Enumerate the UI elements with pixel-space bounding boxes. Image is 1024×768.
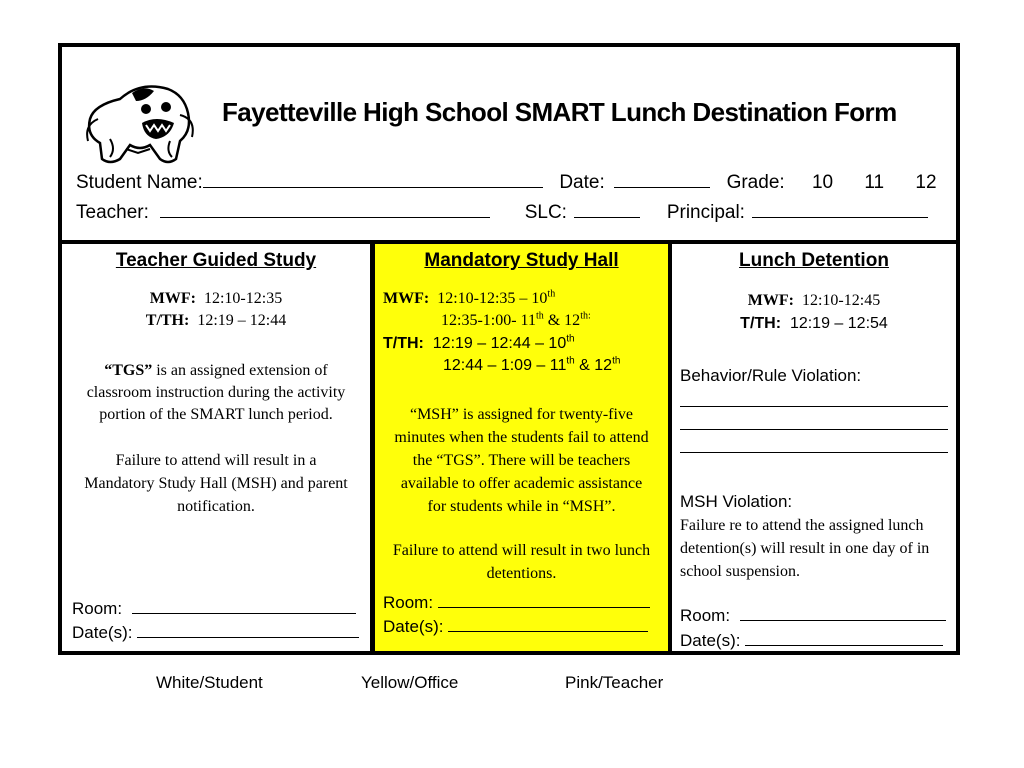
tgs-tth-label: T/TH:: [145, 312, 190, 329]
msh-tth-time2b: & 12: [574, 357, 613, 374]
msh-fail-line1: Failure to attend will result in two lunch: [392, 542, 651, 559]
msh-room-line: [383, 591, 650, 613]
msh-dates-label: Date(s):: [383, 617, 444, 636]
msh-tth-time2a: 12:44 – 1:09 – 11: [443, 357, 567, 374]
principal-label: Principal:: [666, 202, 745, 223]
msh-desc-line3: the “TGS”. There will be teachers: [412, 452, 631, 469]
msh-room-field[interactable]: [438, 591, 650, 608]
tgs-dates-line: [72, 621, 359, 643]
tgs-mwf-label: MWF:: [149, 290, 196, 307]
tgs-fail-line1: Failure to attend will result in a: [115, 452, 317, 469]
msh-tth-time2a-sup: th: [566, 355, 575, 367]
tgs-dates-label: Date(s):: [72, 623, 133, 642]
detention-mwf-label: MWF:: [747, 292, 794, 309]
principal-field[interactable]: [752, 201, 928, 218]
copy-white-student: White/Student: [156, 673, 263, 692]
tgs-desc-line3: portion of the SMART lunch period.: [99, 406, 333, 423]
detention-title: Lunch Detention: [739, 250, 889, 271]
msh-dates-line: [383, 615, 648, 637]
msh-desc-line5: for students while in “MSH”.: [427, 498, 616, 515]
slc-field[interactable]: [574, 201, 640, 218]
teacher-info-line: [76, 201, 928, 224]
tgs-mwf-time: 12:10-12:35: [203, 290, 283, 307]
msh-room-label: Room:: [383, 593, 434, 612]
behavior-violation-label: Behavior/Rule Violation:: [680, 366, 862, 385]
msh-mwf-label: MWF:: [383, 290, 430, 307]
tgs-desc-text: is an assigned extension of: [156, 362, 328, 379]
detention-dates-field[interactable]: [745, 629, 943, 646]
tgs-dates-field[interactable]: [137, 621, 359, 638]
detention-mwf-line: [672, 292, 956, 310]
detention-room-field[interactable]: [740, 604, 946, 621]
detention-column: [672, 244, 956, 651]
detention-mwf-time: 12:10-12:45: [801, 292, 881, 309]
tgs-title: Teacher Guided Study: [115, 250, 317, 271]
msh-mwf-time2a-sup: th: [535, 310, 544, 322]
student-info-line: [76, 171, 937, 194]
msh-tth-time1: 12:19 – 12:44 – 10: [432, 335, 567, 352]
msh-title: Mandatory Study Hall: [424, 250, 619, 271]
msh-dates-field[interactable]: [448, 615, 648, 632]
form-header: [62, 47, 956, 244]
msh-fail-line2: detentions.: [486, 565, 557, 582]
msh-desc-line1: “MSH” is assigned for twenty-five: [409, 406, 634, 423]
tgs-desc-line1: [62, 362, 370, 380]
copy-pink-teacher: Pink/Teacher: [565, 673, 664, 692]
tgs-column: [62, 244, 374, 651]
teacher-label: Teacher:: [76, 202, 149, 223]
grade-option-10[interactable]: 10: [811, 172, 834, 193]
tgs-room-label: Room:: [72, 599, 123, 618]
form-title: Fayetteville High School SMART Lunch Destination Form: [222, 97, 897, 127]
behavior-violation-field-1[interactable]: [680, 389, 948, 407]
msh-tth-label: T/TH:: [383, 335, 424, 352]
tgs-fail-line3: notification.: [177, 498, 255, 515]
detention-room-line: [680, 604, 946, 626]
msh-column: [374, 244, 672, 651]
lunch-destination-form: [58, 43, 960, 655]
date-label: Date:: [559, 172, 605, 193]
msh-tth-line1: [383, 335, 575, 353]
msh-tth-line2: [443, 357, 620, 375]
grade-label: Grade:: [726, 172, 785, 193]
detention-tth-time: 12:19 – 12:54: [789, 315, 888, 332]
behavior-violation-field-3[interactable]: [680, 435, 948, 453]
slc-label: SLC:: [524, 202, 567, 223]
tgs-tth-line: [62, 312, 370, 330]
msh-mwf-time2b: & 12: [543, 312, 581, 329]
msh-mwf-line1: [383, 290, 555, 308]
tgs-room-line: [72, 597, 356, 619]
msh-mwf-time1-sup: th: [547, 288, 556, 300]
tgs-mwf-line: [62, 290, 370, 308]
msh-desc-line2: minutes when the students fail to attend: [394, 429, 649, 446]
detention-tth-label: T/TH:: [740, 315, 782, 332]
msh-tth-time2b-sup: th: [612, 355, 621, 367]
student-name-field[interactable]: [203, 171, 543, 188]
copy-yellow-office: Yellow/Office: [361, 673, 459, 692]
msh-violation-line2: detention(s) will result in one day of in: [680, 540, 930, 557]
grade-option-11[interactable]: 11: [864, 172, 885, 193]
msh-desc-line4: available to offer academic assistance: [400, 475, 643, 492]
tgs-desc-line2: classroom instruction during the activity: [86, 384, 346, 401]
grade-option-12[interactable]: 12: [915, 172, 937, 193]
teacher-field[interactable]: [160, 201, 490, 218]
msh-mwf-time2b-sup: th:: [580, 310, 591, 322]
msh-mwf-time1: 12:10-12:35 – 10: [437, 290, 548, 307]
tgs-desc-bold: “TGS”: [104, 362, 153, 379]
msh-violation-label: MSH Violation:: [680, 492, 793, 511]
tgs-room-field[interactable]: [132, 597, 356, 614]
detention-room-label: Room:: [680, 606, 731, 625]
tgs-tth-time: 12:19 – 12:44: [197, 312, 287, 329]
behavior-violation-field-2[interactable]: [680, 412, 948, 430]
detention-dates-line: [680, 629, 943, 651]
tgs-fail-line2: Mandatory Study Hall (MSH) and parent: [84, 475, 348, 492]
date-field[interactable]: [614, 171, 710, 188]
detention-dates-label: Date(s):: [680, 631, 741, 650]
bulldog-mascot-icon: [80, 79, 202, 167]
msh-mwf-line2: [441, 312, 591, 330]
detention-tth-line: [672, 315, 956, 333]
msh-violation-line1: Failure re to attend the assigned lunch: [680, 517, 924, 534]
msh-mwf-time2a: 12:35-1:00- 11: [441, 312, 536, 329]
student-name-label: Student Name:: [76, 172, 203, 193]
msh-tth-time1-sup: th: [566, 333, 575, 345]
msh-violation-line3: school suspension.: [680, 563, 800, 580]
